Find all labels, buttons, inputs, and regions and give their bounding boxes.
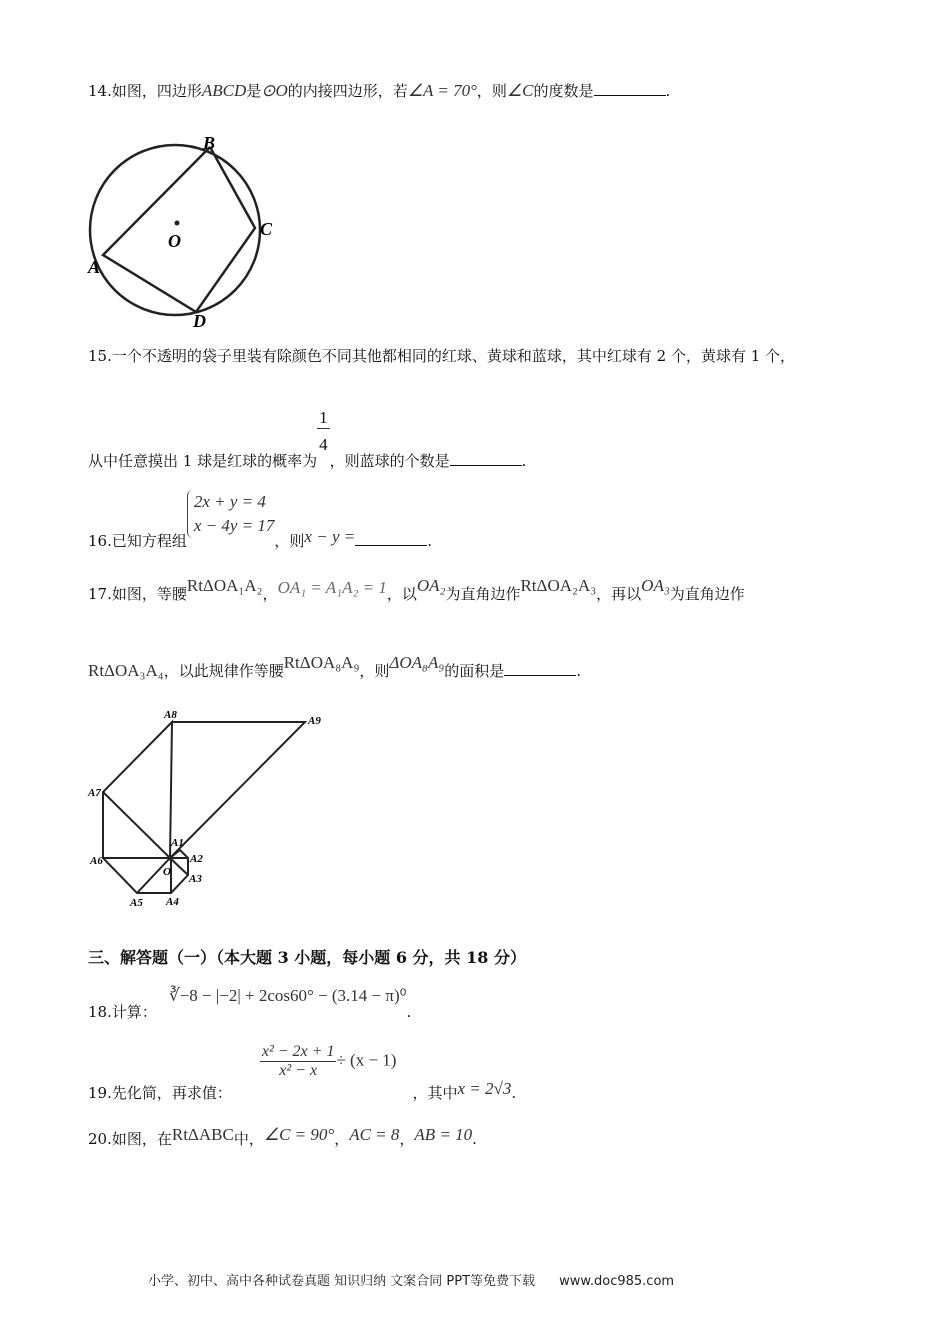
label-a7: A7 bbox=[88, 787, 101, 799]
question-15-line1: 15.一个不透明的袋子里装有除颜色不同其他都相同的红球、黄球和蓝球，其中红球有 2 个，黄球有 1 个， bbox=[88, 347, 796, 365]
footer-site-link[interactable]: www.doc985.com bbox=[559, 1274, 675, 1289]
label-a5: A5 bbox=[130, 897, 143, 909]
label-a: A bbox=[88, 257, 101, 277]
label-c: C bbox=[260, 219, 273, 239]
probability-fraction: $\frac{1}{4}$ bbox=[319, 408, 328, 454]
question-17-line2: RtΔOA₃A₄，以此规律作等腰RtΔOA₈A₉，则ΔOA₈A₉的面积是 . bbox=[88, 653, 582, 680]
answer-blank bbox=[504, 661, 576, 676]
question-18: 18.计算：∛−8 − |−2| + 2cos60° − (3.14 − π)⁰. bbox=[88, 986, 412, 1021]
circle-quadrilateral-figure bbox=[85, 135, 285, 330]
label-a1: A1 bbox=[171, 837, 184, 849]
spiral-triangles-figure bbox=[80, 700, 340, 915]
label-a4: A4 bbox=[166, 896, 179, 908]
question-17-line1: 17.如图，等腰RtΔOA₁A₂，OA₁ = A₁A₂ = 1，以OA₂为直角边作RtΔOA₂A₃，再以OA₃为直角边作 bbox=[88, 576, 745, 603]
label-o: O bbox=[168, 231, 181, 251]
fraction: $\frac{\text{x² − 2x + 1}}{\text{x² − x}}$ bbox=[261, 1043, 335, 1079]
question-19: 19.先化简，再求值： $\frac{\text{x² − 2x + 1}}{\text{x² − x}}$ ÷ (x − 1)，其中x = 2√3. bbox=[88, 1043, 517, 1102]
label-o: O bbox=[163, 866, 171, 878]
equation-system: 2x + y = 4 x − 4y = 17 bbox=[187, 490, 275, 538]
label-a8: A8 bbox=[164, 709, 177, 721]
label-a2: A2 bbox=[190, 853, 203, 865]
question-16: 16.已知方程组 2x + y = 4 x − 4y = 17 ，则x − y = . bbox=[88, 492, 432, 550]
label-d: D bbox=[193, 311, 206, 330]
section-3-heading: 三、解答题（一）（本大题 3 小题，每小题 6 分，共 18 分） bbox=[88, 948, 526, 967]
question-20: 20.如图，在RtΔABC中，∠C = 90°，AC = 8，AB = 10. bbox=[88, 1125, 477, 1148]
question-14: 14.如图，四边形ABCD是⊙O的内接四边形，若∠A = 70°，则∠C的度数是 . bbox=[88, 81, 671, 100]
answer-blank bbox=[355, 531, 427, 546]
page-footer: 小学、初中、高中各种试卷真题 知识归纳 文案合同 PPT等免费下载 www.doc985.com bbox=[148, 1274, 675, 1289]
answer-blank bbox=[450, 451, 522, 466]
label-a6: A6 bbox=[90, 855, 103, 867]
question-15-line2: 从中任意摸出 1 球是红球的概率为 $\frac{1}{4}$ ，则蓝球的个数是 . bbox=[88, 408, 527, 470]
label-a9: A9 bbox=[308, 715, 321, 727]
label-b: B bbox=[203, 135, 216, 153]
answer-blank bbox=[594, 81, 666, 96]
label-a3: A3 bbox=[189, 873, 202, 885]
